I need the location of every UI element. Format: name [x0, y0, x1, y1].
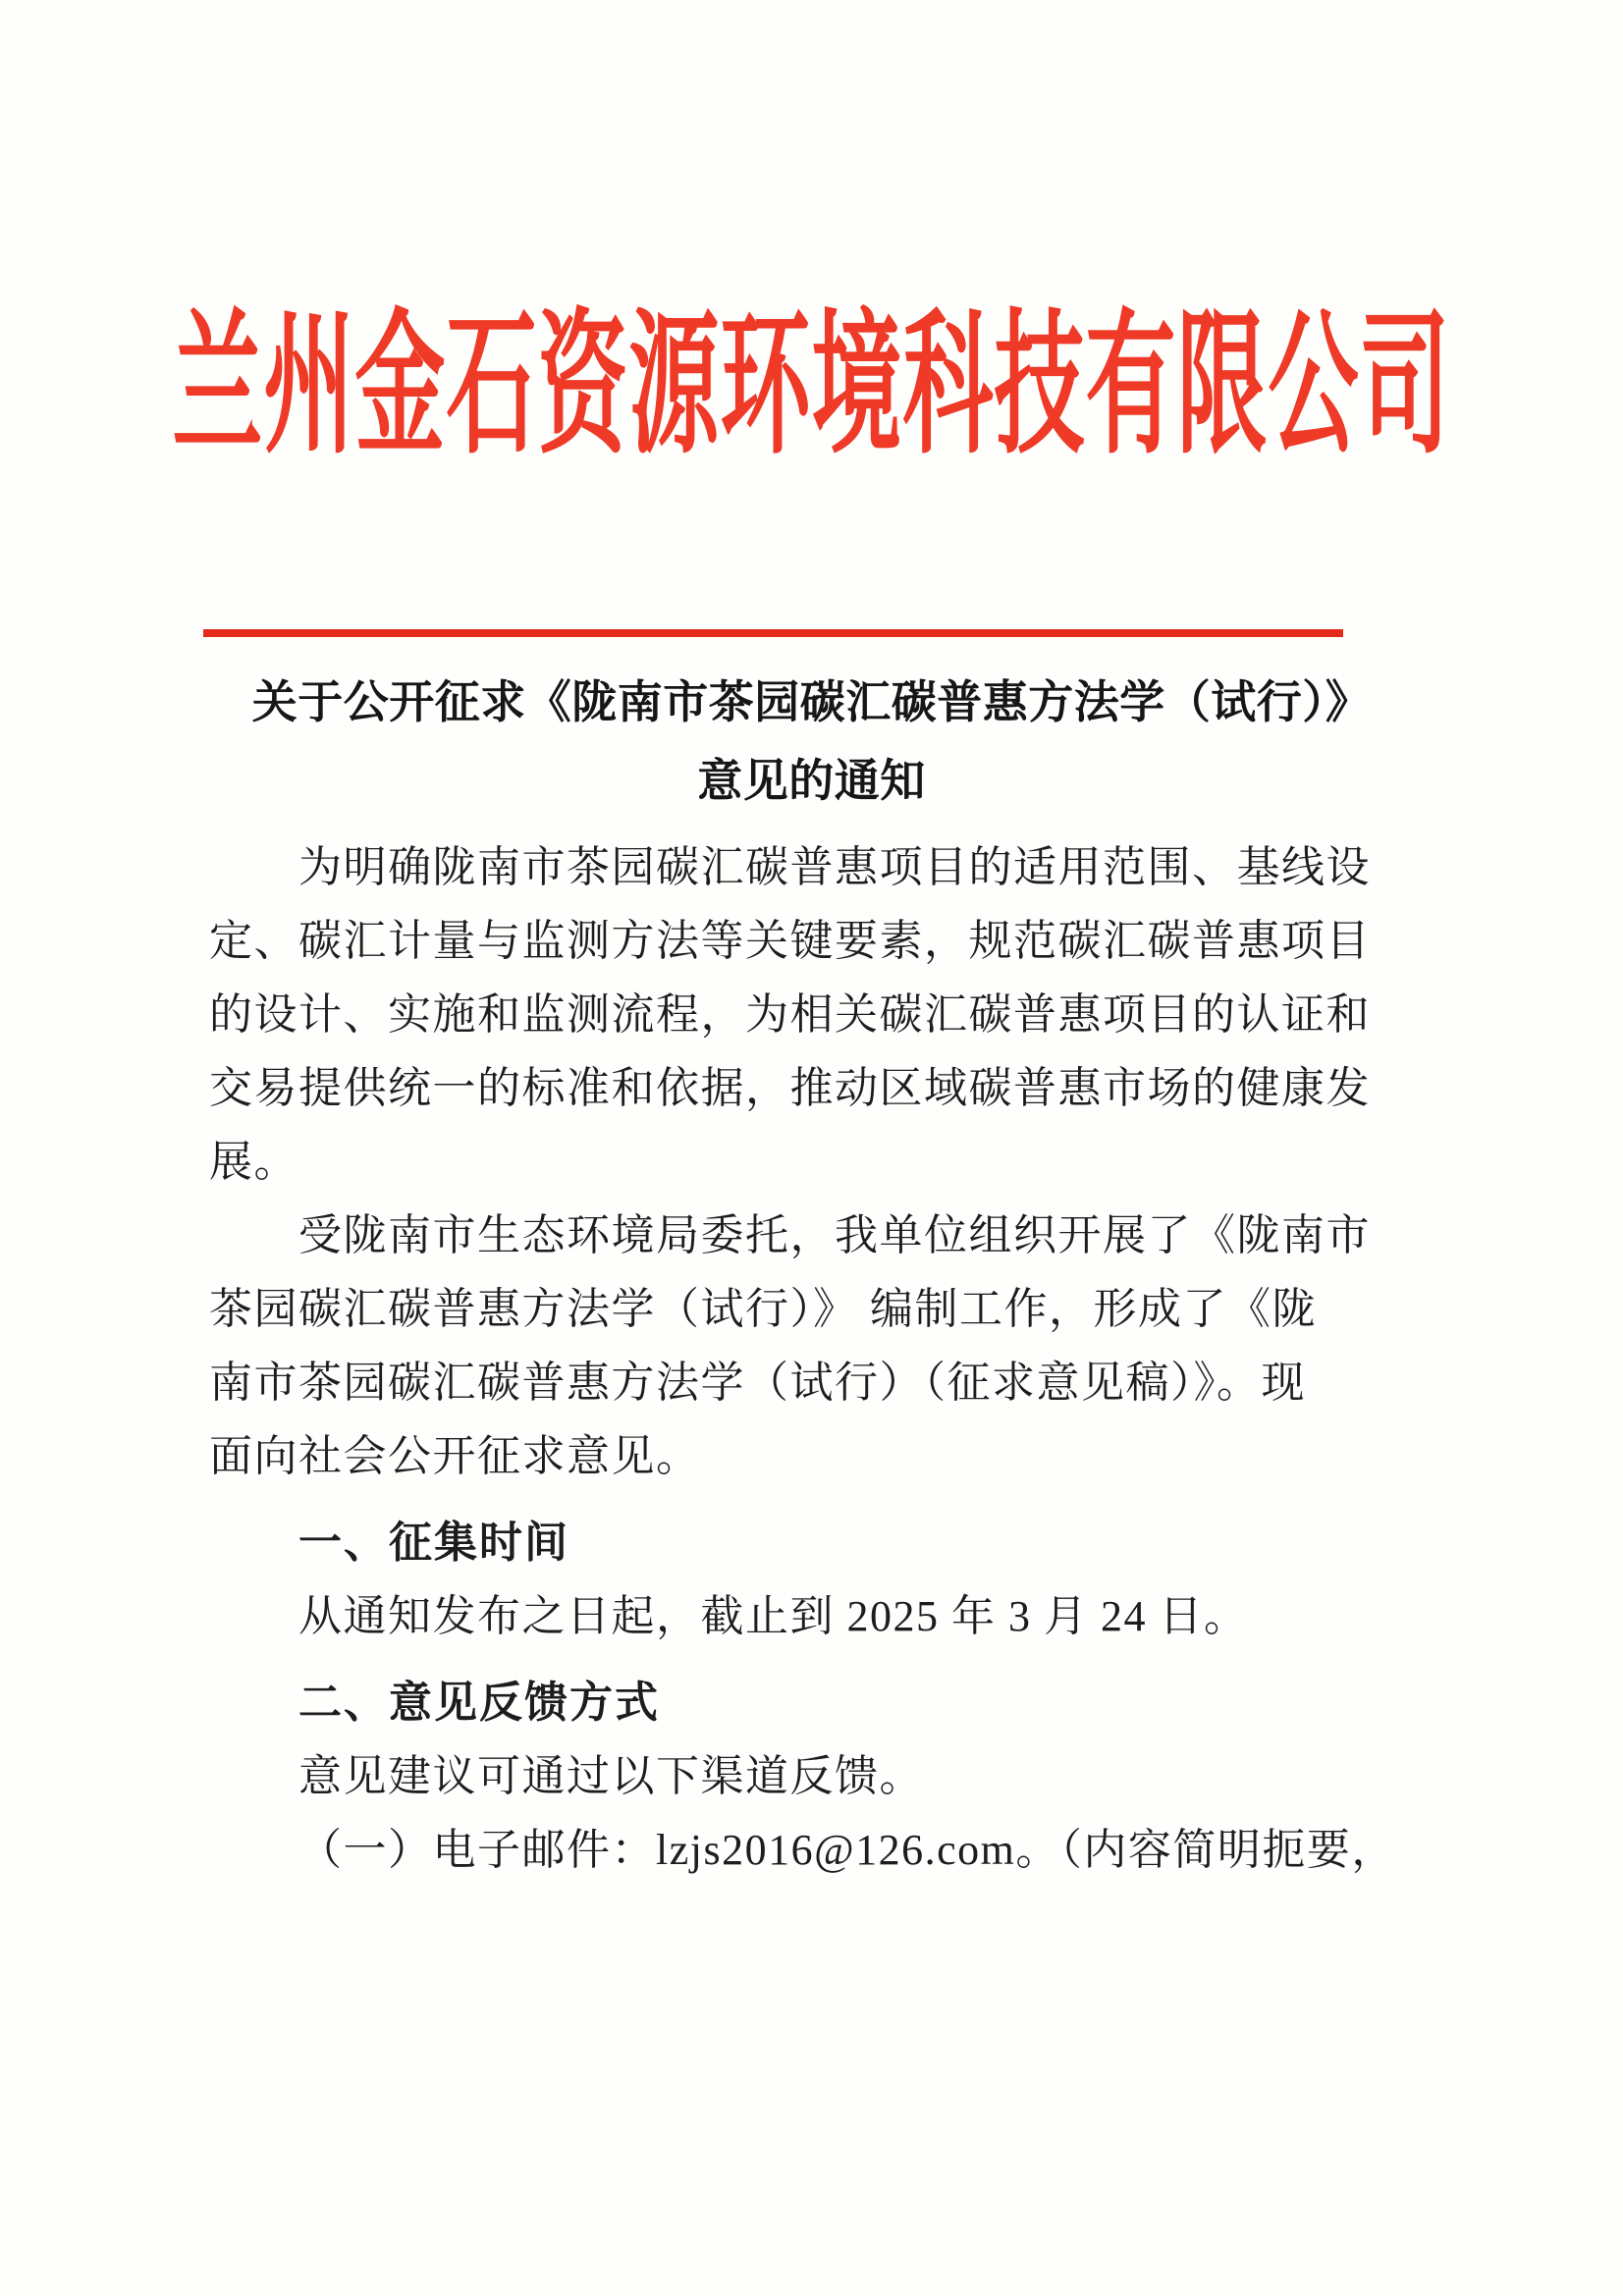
letterhead-divider-rule: [203, 629, 1343, 637]
section-heading-feedback-method: 二、意见反馈方式: [298, 1679, 660, 1727]
body-line: 受陇南市生态环境局委托，我单位组织开展了《陇南市: [298, 1211, 1371, 1259]
notice-body: [209, 830, 1396, 1887]
notice-title-line-2: 意见的通知: [697, 756, 926, 806]
notice-title-line-1: 关于公开征求《陇南市茶园碳汇碳普惠方法学（试行）》: [251, 677, 1372, 727]
body-line: 展。: [209, 1138, 298, 1186]
body-line: 茶园碳汇碳普惠方法学（试行）》 编制工作，形成了《陇: [209, 1285, 1317, 1333]
body-line: 从通知发布之日起，截止到 2025 年 3 月 24 日。: [298, 1592, 1249, 1640]
section-heading-collection-time: 一、征集时间: [298, 1519, 569, 1567]
body-line: （一）电子邮件：lzjs2016@126.com。（内容简明扼要，: [298, 1826, 1396, 1874]
body-line: 为明确陇南市茶园碳汇碳普惠项目的适用范围、基线设: [298, 843, 1371, 891]
body-line: 南市茶园碳汇碳普惠方法学（试行）（征求意见稿）》。现: [209, 1359, 1306, 1407]
body-line: 交易提供统一的标准和依据，推动区域碳普惠市场的健康发: [209, 1064, 1371, 1112]
notice-title: [0, 664, 1623, 821]
company-letterhead: 兰州金石资源环境科技有限公司: [172, 299, 1451, 472]
body-line: 的设计、实施和监测流程，为相关碳汇碳普惠项目的认证和: [209, 990, 1371, 1039]
body-line: 意见建议可通过以下渠道反馈。: [298, 1752, 924, 1800]
body-line: 定、碳汇计量与监测方法等关键要素，规范碳汇碳普惠项目: [209, 917, 1371, 965]
body-line: 面向社会公开征求意见。: [209, 1432, 701, 1480]
